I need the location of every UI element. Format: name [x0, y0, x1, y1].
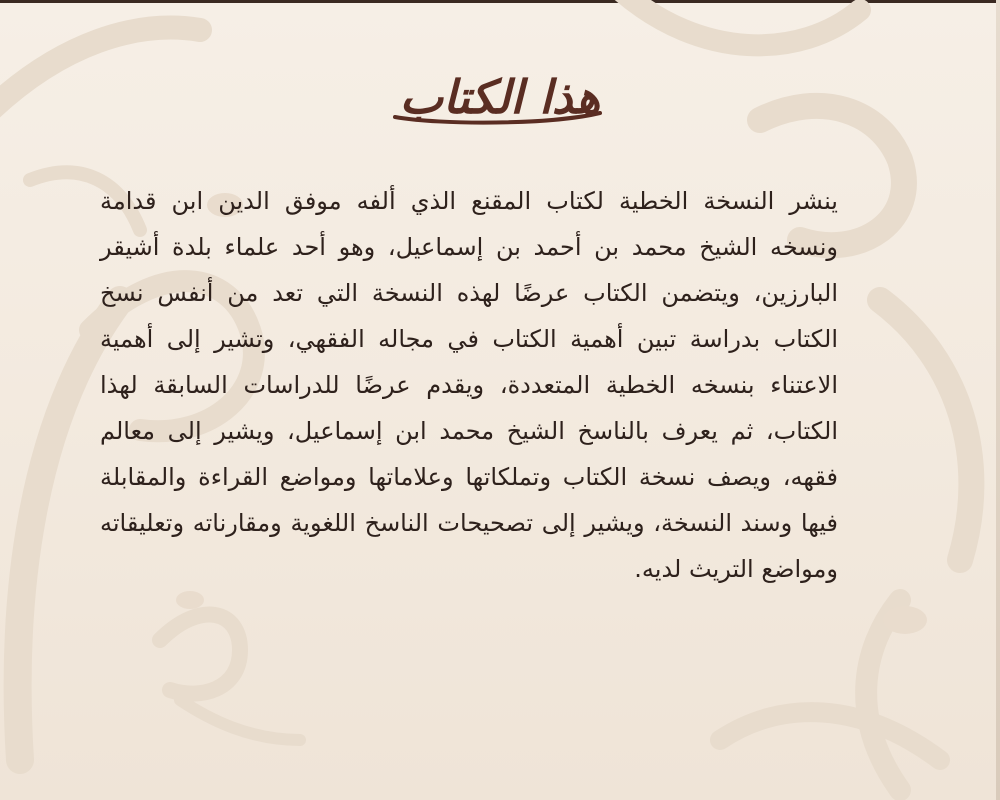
description-paragraph: ينشر النسخة الخطية لكتاب المقنع الذي ألفه موفق الدين ابن قدامة ونسخه الشيخ محمد بن أحمد بن إسماعيل، وهو أحد علماء بلدة أشيقر البارزين، ويتضمن الكتاب عرضًا لهذه النسخة التي تعد من أنفس نسخ الكتاب بدراسة تبين أهمية الكتاب في مجاله الفقهي، وتشير إلى أهمية الاعتناء بنسخه الخطية المتعددة، ويقدم عرضًا للدراسات السابقة لهذا الكتاب، ثم يعرف بالناسخ الشيخ محمد ابن إسماعيل، ويشير إلى معالم فقهه، ويصف نسخة الكتاب وتملكاتها وعلاماتها ومواضع القراءة والمقابلة فيها وسند النسخة، ويشير إلى تصحيحات الناسخ اللغوية ومقارناته وتعليقاته ومواضع التريث لديه. [100, 187, 838, 583]
heading-title: هذا الكتاب [399, 70, 601, 124]
right-edge [996, 0, 1000, 800]
heading-calligraphy [300, 55, 700, 145]
